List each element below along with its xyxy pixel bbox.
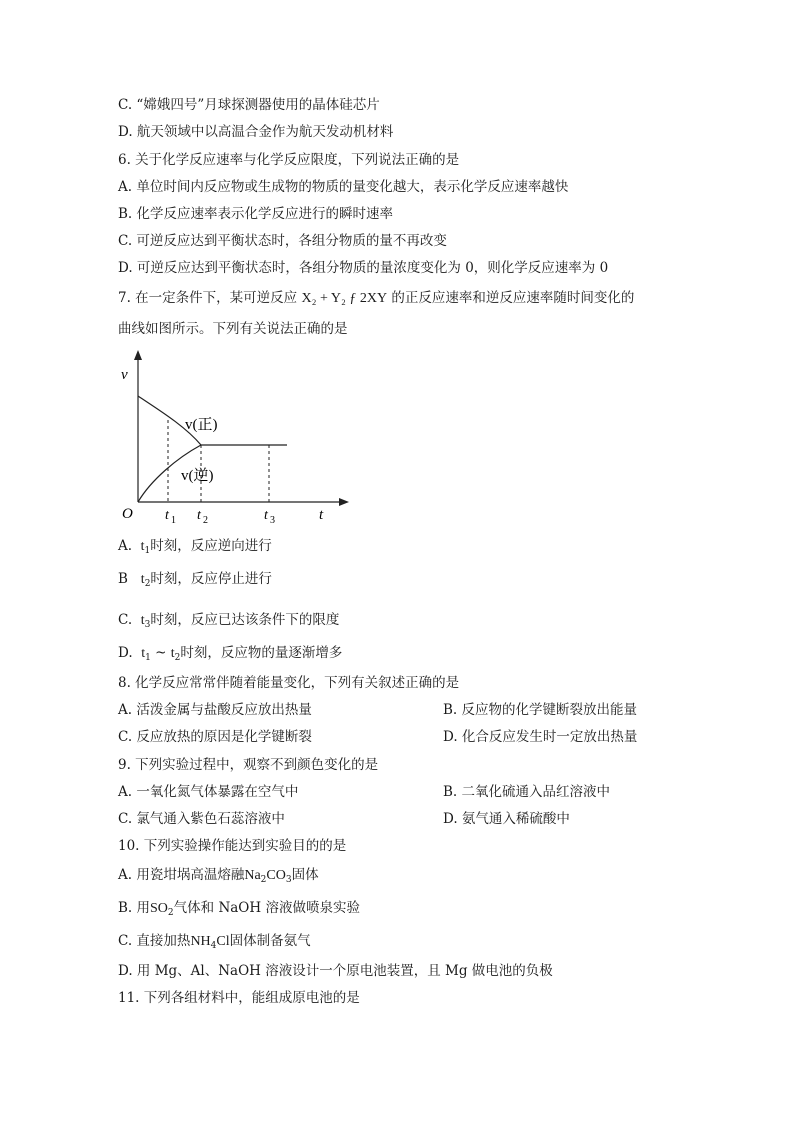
option-c-label: C. (118, 612, 133, 628)
q10a-co: CO (266, 868, 286, 883)
option-c-sub: 3 (144, 620, 151, 630)
q10a-na-sub: 2 (260, 875, 267, 885)
q10c-nh-sub: 4 (210, 941, 217, 951)
question-9-option-b: B. 二氧化硫通入品红溶液中 (443, 784, 611, 800)
option-d-text: 时刻，反应物的量逐渐增多 (180, 645, 343, 661)
option-d-t2: t (170, 646, 175, 661)
question-6-option-b: B. 化学反应速率表示化学反应进行的瞬时速率 (118, 206, 394, 222)
question-7-stem-post: 的正反应速率和逆反应速率随时间变化的 (391, 290, 635, 306)
q10a-post: 固体 (291, 867, 319, 883)
question-7-option-a (118, 537, 272, 556)
question-7-stem-line2: 曲线如图所示。下列有关说法正确的是 (118, 321, 348, 337)
question-9-stem: 9. 下列实验过程中，观察不到颜色变化的是 (118, 757, 379, 773)
question-7-option-c (118, 611, 339, 630)
option-a-text: 时刻，反应逆向进行 (150, 538, 272, 554)
question-8-option-c: C. 反应放热的原因是化学键断裂 (118, 729, 312, 745)
option-b-label: B (118, 571, 128, 587)
option-a-label: A. (118, 538, 133, 554)
option-d-s1: 1 (145, 653, 151, 663)
q10c-pre: C. 直接加热 (118, 933, 191, 949)
q10b-post: 气体和 NaOH 溶液做喷泉实验 (173, 900, 360, 916)
tick-label-t3 (264, 508, 275, 526)
reverse-curve-label: v(逆) (181, 468, 214, 484)
question-8-option-a: A. 活泼金属与盐酸反应放出热量 (118, 702, 312, 718)
question-10-option-b (118, 899, 360, 918)
question-6-option-d: D. 可逆反应达到平衡状态时，各组分物质的量浓度变化为 0，则化学反应速率为 0 (118, 260, 609, 276)
q10c-nh: NH (190, 934, 211, 949)
option-c-t: t (140, 613, 145, 628)
tick-t3-sub: 3 (270, 515, 275, 526)
rate-time-chart (115, 348, 355, 528)
question-10-option-c (118, 932, 311, 951)
tick-label-t2 (197, 508, 208, 526)
question-8-option-b: B. 反应物的化学键断裂放出能量 (443, 702, 638, 718)
question-7-stem-pre: 7. 在一定条件下，某可逆反应 (118, 290, 298, 306)
option-a-t: t (140, 539, 145, 554)
q10a-na: Na (244, 868, 261, 883)
q10b-so: SO (150, 901, 168, 916)
question-6-option-a: A. 单位时间内反应物或生成物的物质的量变化越大，表示化学反应速率越快 (118, 179, 569, 195)
q10c-post: 固体制备氨气 (229, 933, 311, 949)
question-7-option-b (118, 570, 272, 589)
option-c-previous: C. “嫦娥四号”月球探测器使用的晶体硅芯片 (118, 97, 380, 113)
question-9-option-a: A. 一氧化氮气体暴露在空气中 (118, 784, 299, 800)
question-8-stem: 8. 化学反应常常伴随着能量变化，下列有关叙述正确的是 (118, 675, 460, 691)
tick-t2-sub: 2 (203, 515, 208, 526)
option-c-text: 时刻，反应已达该条件下的限度 (150, 612, 340, 628)
question-7-stem (118, 289, 634, 308)
q10b-so-sub: 2 (167, 908, 174, 918)
q10a-co-sub: 3 (285, 875, 292, 885)
option-d-label: D. (118, 645, 133, 661)
question-6-option-c: C. 可逆反应达到平衡状态时，各组分物质的量不再改变 (118, 233, 447, 249)
q10b-pre: B. 用 (118, 900, 151, 916)
question-10-stem: 10. 下列实验操作能达到实验目的的是 (118, 838, 347, 854)
tick-t2-t: t (197, 508, 201, 523)
q10c-cl: Cl (216, 934, 230, 949)
tick-t3-t: t (264, 508, 268, 523)
question-9-option-d: D. 氨气通入稀硫酸中 (443, 811, 570, 827)
q10a-pre: A. 用瓷坩埚高温熔融 (118, 867, 245, 883)
y-axis-label: v (121, 367, 128, 383)
question-10-option-a (118, 866, 319, 885)
question-9-option-c: C. 氯气通入紫色石蕊溶液中 (118, 811, 285, 827)
y-axis-arrow (134, 350, 142, 360)
option-d-t1: t (141, 646, 146, 661)
option-d-previous: D. 航天领域中以高温合金作为航天发动机材料 (118, 124, 394, 140)
question-10-option-d: D. 用 Mg、Al、NaOH 溶液设计一个原电池装置，且 Mg 做电池的负极 (118, 963, 553, 979)
question-11-stem: 11. 下列各组材料中，能组成原电池的是 (118, 990, 360, 1006)
tick-t1-t: t (165, 508, 169, 523)
origin-label: O (122, 506, 133, 522)
question-7-equation: X₂ + Y₂ ƒ 2XY (301, 291, 388, 306)
chart-axes (138, 356, 343, 502)
question-8-option-d: D. 化合反应发生时一定放出热量 (443, 729, 638, 745)
option-b-sub: 2 (144, 579, 151, 589)
x-axis-arrow (339, 498, 349, 506)
x-axis-label: t (319, 507, 324, 523)
option-d-tilde: ~ (150, 645, 171, 661)
option-b-t: t (140, 572, 145, 587)
option-d-s2: 2 (174, 653, 181, 663)
option-b-text: 时刻，反应停止进行 (150, 571, 272, 587)
option-a-sub: 1 (144, 546, 151, 556)
question-6-stem: 6. 关于化学反应速率与化学反应限度，下列说法正确的是 (118, 152, 460, 168)
tick-t1-sub: 1 (171, 515, 176, 526)
forward-curve-label: v(正) (185, 417, 218, 433)
tick-label-t1 (165, 508, 176, 526)
question-7-option-d (118, 644, 342, 663)
